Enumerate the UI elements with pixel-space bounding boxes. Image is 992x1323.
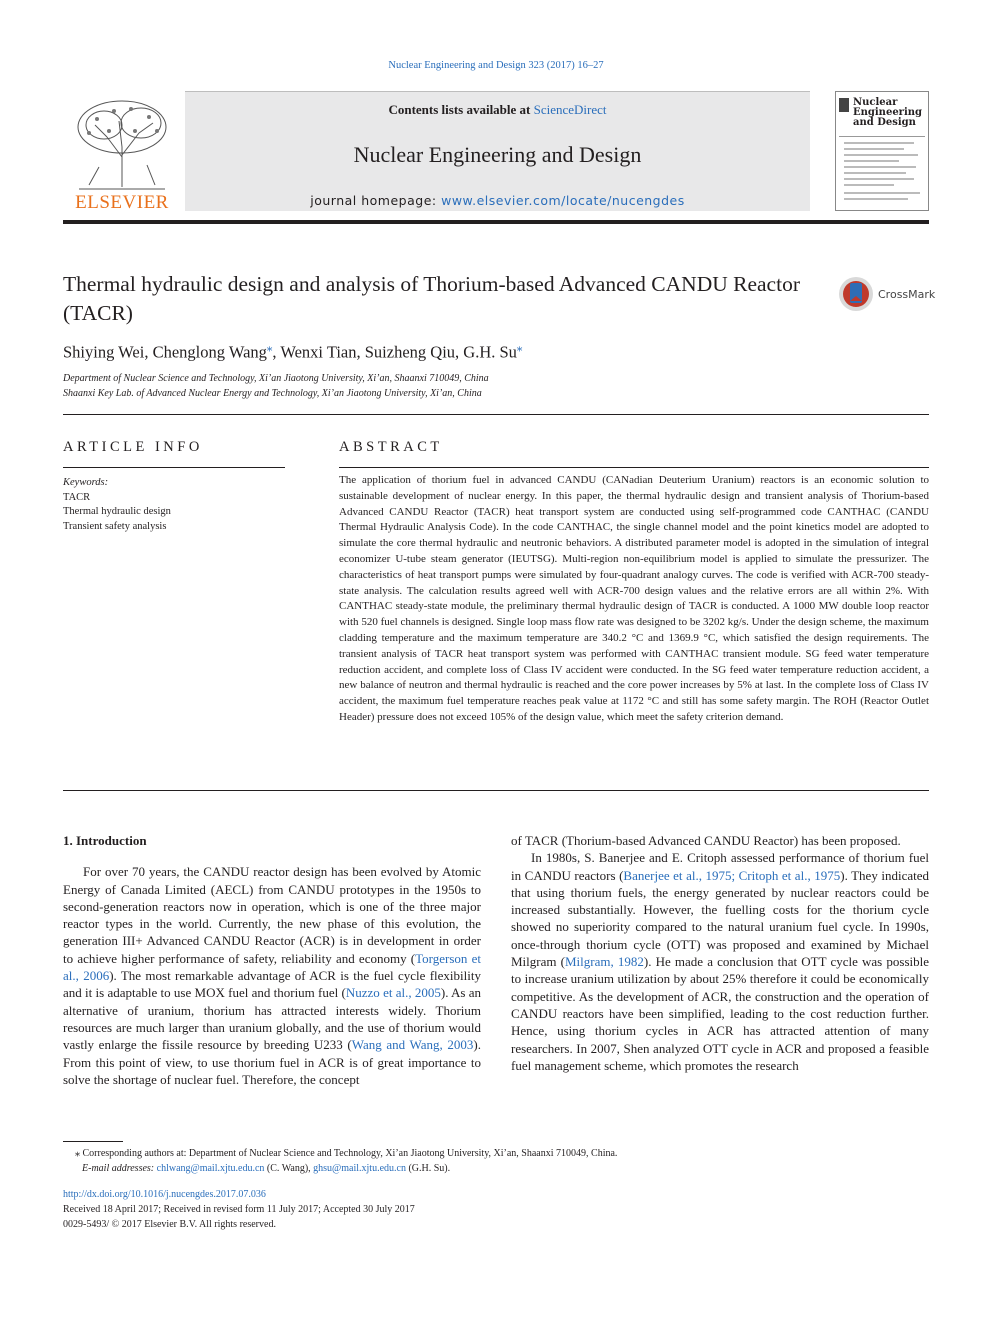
intro-paragraph-1 — [63, 863, 481, 1088]
email-owner: (G.H. Su). — [405, 1163, 451, 1174]
journal-homepage-line — [185, 193, 810, 208]
article-info-rule — [63, 467, 285, 468]
keywords-label: Keywords: — [63, 477, 109, 488]
email-label: E-mail addresses: — [82, 1163, 155, 1174]
journal-title: Nuclear Engineering and Design — [353, 142, 642, 167]
keywords-block — [63, 476, 285, 535]
keyword-item: Thermal hydraulic design — [63, 506, 171, 518]
homepage-prefix: journal homepage: — [310, 193, 442, 208]
keyword-item: TACR — [63, 491, 91, 503]
journal-citation[interactable]: Nuclear Engineering and Design 323 (2017) 16–27 — [388, 60, 604, 71]
body-text: ). As an alternative of uranium, thorium has attracted interests widely. Thorium resources are much larger than uranium globally, and the use of thorium would vastly enlarge the fissile resource by breeding U233 ( — [63, 985, 481, 1053]
email-link[interactable]: chlwang@mail.xjtu.edu.cn — [156, 1163, 265, 1174]
corresponding-author-footnote: ⁎ Corresponding authors at: Department of Nuclear Science and Technology, Xi’an Jiaotong University, Xi’an, Shaanxi 710049, China. — [75, 1148, 618, 1159]
body-text: ). The most remarkable advantage of ACR is the fuel cycle flexibility and it is adaptable to use MOX fuel and thorium fuel ( — [63, 968, 481, 1001]
keyword-item: Transient safety analysis — [63, 521, 167, 533]
elsevier-tree-icon — [69, 97, 175, 192]
authors-rest: , Wenxi Tian, Suizheng Qiu, G.H. Su — [272, 342, 517, 362]
email-owner: (C. Wang), — [264, 1163, 314, 1174]
intro-paragraph-1-continued: of TACR (Thorium-based Advanced CANDU Reactor) has been proposed. — [511, 833, 901, 848]
body-column-right — [511, 832, 929, 1074]
citation-link[interactable]: Torgerson et al., 2006 — [63, 950, 481, 984]
body-text: ). He made a conclusion that OTT cycle was possible to increase uranium utilization by about 25% therefore it could be economically competitive. As the development of ACR, the construction and the operation of CANDU reactors have been simplified, leading to the cost reduction further. Hence, using thorium cycles in ACR has attracted attention of many researchers. In 2007, Shen analyzed OTT cycle in ACR and proposed a feasible fuel management scheme, which promotes the research — [511, 954, 930, 1073]
abstract-heading: ABSTRACT — [339, 439, 443, 455]
abstract-text: The application of thorium fuel in advanced CANDU (CANadian Deuterium Uranium) reactors is an economic solution to sustainable development of nuclear energy. In this paper, the thermal hydraulic design and transient analysis of Thorium-based Advanced CANDU Reactor (TACR) heat transport system are conducted using self-programmed code CANTHAC (CANDU Thermal Hydraulic Analysis Code). In the code CANTHAC, the single channel model and the point kinetics model are adopted to simulate the core thermal hydraulic and neutronic behaviors. A distributed parameter model is adopted in the simulation of integral economizer U-tube steam generator (IEUTSG). Multi-region non-equilibrium model is applied to simulate the pressurizer. The characteristics of heat transport pumps were simulated by four-quadrant analogy curves. The code is verified with ACR-700 steady-state analysis. The calculation results agreed well with ACR-700 design values and the relative errors are all within 2%. With CANTHAC steady-state module, the preliminary thermal hydraulic design of TACR is conducted. A 1000 MW double loop reactor with 520 fuel channels is designed. Single loop mass flow rate was designed to be 3202 kg/s. Under the design scheme, the maximum cladding temperature and the maximum temperature are 340.2 °C and 1369.9 °C, which satisfied the design requirements. The transient analysis of TACR heat transport system was performed with CANTHAC transient module. SG feed water temperature reduction accident, and complete loss of Class IV accident were conducted. In the SG feed water temperature reduction accident, a new balance of neutron and thermal hydraulic is reached and the core power increases by 5% at last. In the complete loss of Class IV accident, the maximum fuel temperature reaches peak value at 1172 °C and still has some safety margin. The ROH (Reactor Outlet Header) pressure does not exceed 105% of the design value, which meet the safety criterion demand. — [339, 474, 929, 723]
crossmark-icon — [838, 276, 874, 312]
body-text: For over 70 years, the CANDU reactor design has been evolved by Atomic Energy of Canada Limited (AECL) from CANDU prototypes in the 1950s to second-generation reactors now in operation, which is one of the three major reactor types in the world. Currently, the new phase of this evolution, the generation III+ Advanced CANDU Reactor (ACR) is in development in order to achieve higher performance of safety, reliability and economy ( — [63, 864, 481, 966]
journal-header — [63, 91, 929, 213]
affiliation-2: Shaanxi Key Lab. of Advanced Nuclear Energy and Technology, Xi’an Jiaotong University, Xi’an, China — [63, 388, 482, 399]
body-text: ). From this point of view, to use thorium fuel in ACR is of great importance to solve the shortage of nuclear fuel. Therefore, the concept — [63, 1037, 481, 1087]
crossmark-badge[interactable] — [838, 276, 938, 312]
body-column-left — [63, 832, 481, 1088]
abstract-rule — [339, 467, 929, 468]
sciencedirect-link[interactable]: ScienceDirect — [533, 102, 607, 117]
contents-prefix: Contents lists available at — [388, 102, 534, 117]
article-title: Thermal hydraulic design and analysis of Thorium-based Advanced CANDU Reactor (TACR) — [63, 272, 800, 325]
crossmark-label: CrossMark — [878, 288, 936, 301]
email-footnote — [82, 1161, 450, 1176]
author-list — [63, 341, 522, 363]
cover-journal-title: Nuclear Engineering and Design — [853, 97, 923, 128]
journal-cover-thumbnail[interactable] — [835, 91, 929, 211]
copyright-notice: 0029-5493/ © 2017 Elsevier B.V. All rights reserved. — [63, 1219, 276, 1230]
header-divider — [63, 220, 929, 224]
corresponding-author-mark[interactable]: ⁎ — [516, 342, 523, 354]
doi-link[interactable]: http://dx.doi.org/10.1016/j.nucengdes.2017.07.036 — [63, 1189, 266, 1200]
article-info-heading: ARTICLE INFO — [63, 439, 203, 455]
section-heading-introduction: 1. Introduction — [63, 833, 147, 848]
elsevier-logo[interactable] — [63, 91, 181, 213]
contents-available-line — [185, 102, 810, 118]
affiliation-divider — [63, 414, 929, 415]
citation-link[interactable]: Nuzzo et al., 2005 — [345, 985, 441, 1001]
journal-homepage-link[interactable]: www.elsevier.com/locate/nucengdes — [441, 193, 685, 208]
authors-first: Shiying Wei, Chenglong Wang — [63, 342, 267, 362]
abstract-divider — [63, 790, 929, 791]
publication-info — [63, 1187, 415, 1232]
email-link[interactable]: ghsu@mail.xjtu.edu.cn — [313, 1163, 406, 1174]
citation-link[interactable]: Banerjee et al., 1975; Critoph et al., 1975 — [623, 867, 841, 883]
affiliation-1: Department of Nuclear Science and Technology, Xi’an Jiaotong University, Xi’an, Shaanxi 710049, China — [63, 373, 489, 384]
journal-masthead — [185, 91, 810, 211]
intro-paragraph-2 — [511, 849, 929, 1074]
received-dates: Received 18 April 2017; Received in revised form 11 July 2017; Accepted 30 July 2017 — [63, 1204, 415, 1215]
body-text: ). They indicated that using thorium fuels, the energy generated by nuclear reactors could be increased substantially. However, the fuelling costs for the thorium cycle showed no superiority compared to the natural uranium fuel cycle. In 1990s, once-through thorium cycle (OTT) was proposed and examined by Michael Milgram ( — [511, 867, 930, 970]
corresponding-author-mark[interactable]: ⁎ — [266, 342, 273, 354]
elsevier-wordmark: ELSEVIER — [75, 192, 169, 213]
citation-link[interactable]: Milgram, 1982 — [564, 954, 644, 970]
citation-link[interactable]: Wang and Wang, 2003 — [351, 1037, 474, 1053]
footnote-divider — [63, 1141, 123, 1142]
body-text: In 1980s, S. Banerjee and E. Critoph assessed performance of thorium fuel in CANDU reactors ( — [511, 850, 929, 883]
